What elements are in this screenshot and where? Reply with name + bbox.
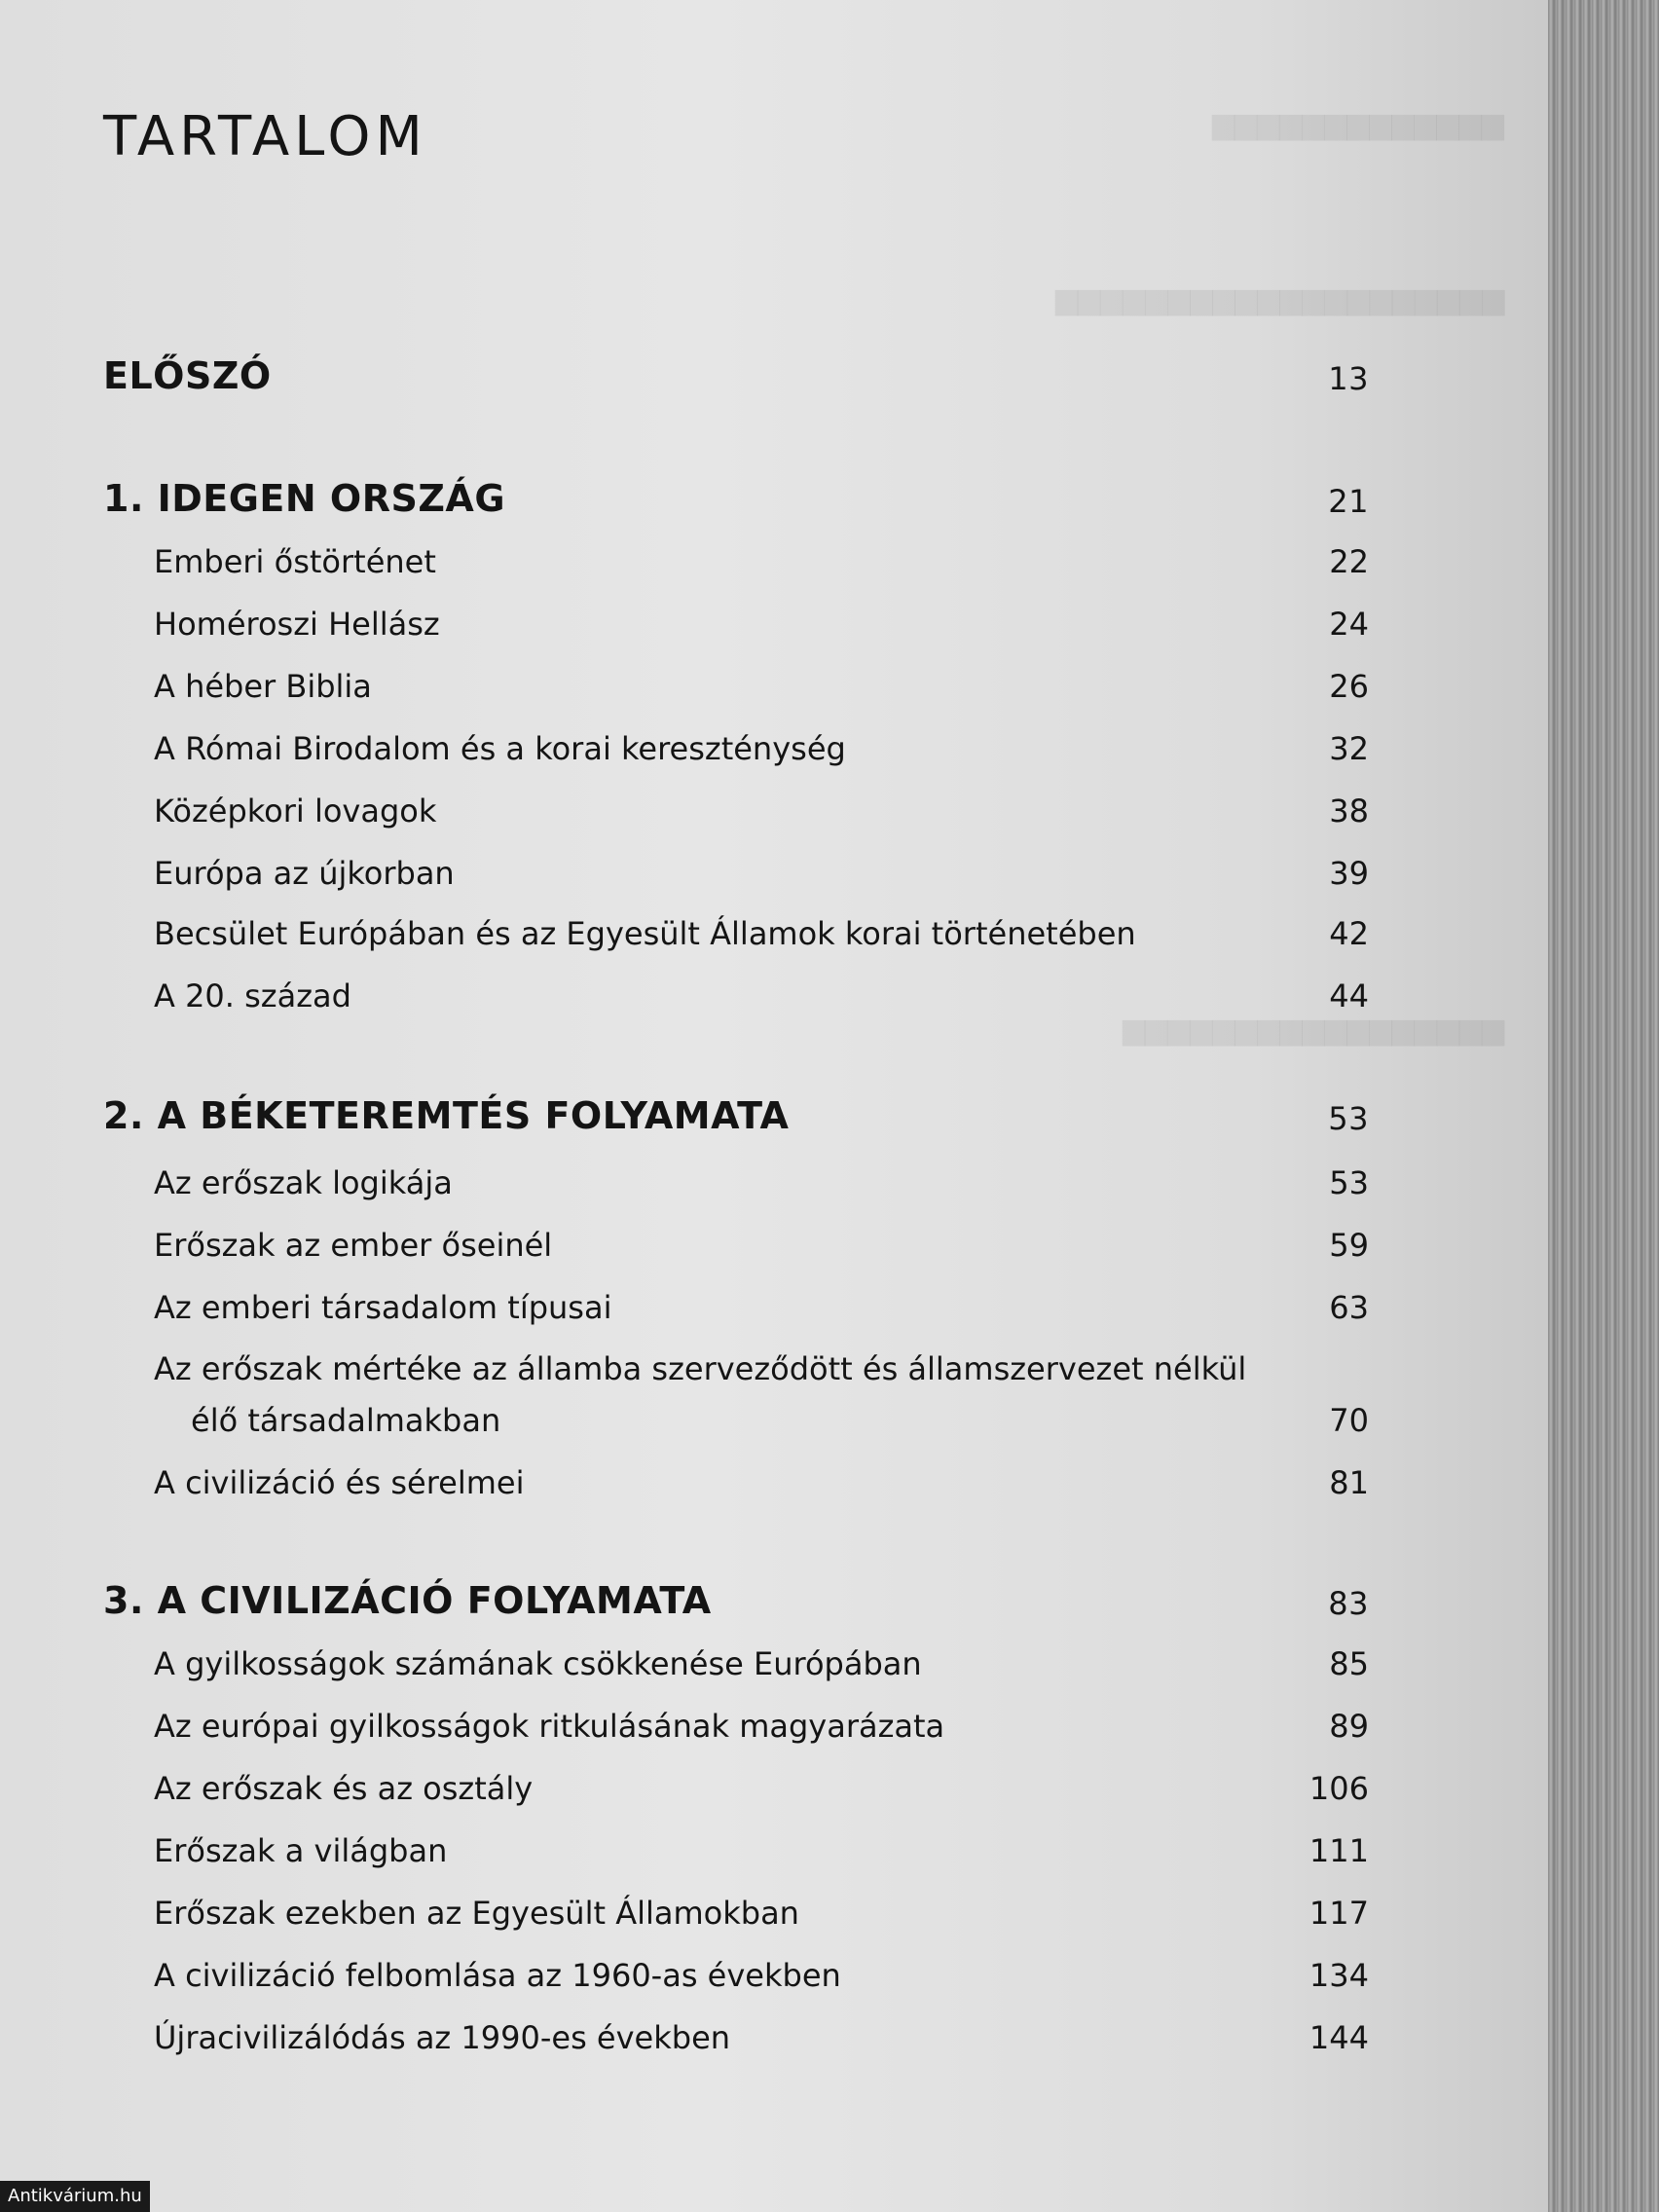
page-number: 13 — [1328, 360, 1369, 397]
entry-label: Becsület Európában és az Egyesült Államok korai történetében — [154, 915, 1136, 952]
entry-label: A civilizáció és sérelmei — [154, 1464, 525, 1501]
toc-entry — [154, 915, 1369, 952]
page-number: 42 — [1329, 915, 1369, 952]
toc-entry — [154, 1645, 1369, 1682]
section-label: 1. IDEGEN ORSZÁG — [103, 477, 506, 520]
toc-section — [103, 1094, 1369, 1137]
entry-label: Európa az újkorban — [154, 855, 455, 892]
toc-entry — [154, 606, 1369, 643]
entry-label: Az erőszak mértéke az államba szerveződött és államszervezet nélkül — [154, 1350, 1247, 1387]
entry-label: A gyilkosságok számának csökkenése Európában — [154, 1645, 922, 1682]
entry-label: Az erőszak logikája — [154, 1164, 453, 1201]
watermark: Antikvárium.hu — [0, 2181, 150, 2212]
entry-label: Homéroszi Hellász — [154, 606, 440, 643]
entry-label: Emberi őstörténet — [154, 543, 436, 580]
toc-entry — [154, 668, 1369, 705]
entry-label: Erőszak ezekben az Egyesült Államokban — [154, 1895, 799, 1932]
entry-label: A Római Birodalom és a korai kereszténység — [154, 730, 846, 767]
toc-entry — [154, 1957, 1369, 1994]
toc-entry — [154, 1770, 1369, 1807]
page-number: 144 — [1309, 2019, 1369, 2056]
bleed-through-decoration: ▆▆▆▆▆▆▆▆▆▆▆▆▆▆▆▆▆ — [1122, 1013, 1504, 1047]
section-label: 2. A BÉKETEREMTÉS FOLYAMATA — [103, 1094, 790, 1137]
toc-entry — [154, 1227, 1369, 1264]
page-edge-stack — [1548, 0, 1659, 2212]
toc-entry — [154, 793, 1369, 830]
toc-section — [103, 354, 1369, 397]
toc-section — [103, 1579, 1369, 1622]
page-number: 32 — [1329, 730, 1369, 767]
page-number: 44 — [1329, 977, 1369, 1014]
page-number: 106 — [1309, 1770, 1369, 1807]
toc-entry — [154, 977, 1369, 1014]
section-label: ELŐSZÓ — [103, 354, 272, 397]
entry-label: Az erőszak és az osztály — [154, 1770, 534, 1807]
toc-entry — [154, 543, 1369, 580]
page-number: 53 — [1328, 1100, 1369, 1137]
toc-entry — [154, 1832, 1369, 1869]
page-number: 89 — [1329, 1708, 1369, 1745]
entry-label: A 20. század — [154, 977, 351, 1014]
page-title: TARTALOM — [103, 105, 427, 168]
page-number: 22 — [1329, 543, 1369, 580]
page-number: 53 — [1329, 1164, 1369, 1201]
toc-entry — [154, 1289, 1369, 1326]
page-number: 38 — [1329, 793, 1369, 830]
entry-label: Újracivilizálódás az 1990-es években — [154, 2019, 731, 2056]
entry-label: Az európai gyilkosságok ritkulásának magyarázata — [154, 1708, 945, 1745]
bleed-through-decoration: ▆▆▆▆▆▆▆▆▆▆▆▆▆▆▆▆▆▆▆▆ — [1054, 282, 1504, 316]
section-label: 3. A CIVILIZÁCIÓ FOLYAMATA — [103, 1579, 712, 1622]
toc-section — [103, 477, 1369, 520]
page-number: 21 — [1328, 483, 1369, 520]
toc-entry — [154, 1164, 1369, 1201]
entry-label-continuation: élő társadalmakban — [191, 1402, 501, 1439]
entry-label: A civilizáció felbomlása az 1960-as években — [154, 1957, 841, 1994]
toc-entry — [154, 2019, 1369, 2056]
toc-entry — [154, 855, 1369, 892]
page-number: 117 — [1309, 1895, 1369, 1932]
toc-entry — [154, 1464, 1369, 1501]
entry-label: Erőszak a világban — [154, 1832, 448, 1869]
page-number: 63 — [1329, 1289, 1369, 1326]
page-number: 24 — [1329, 606, 1369, 643]
entry-label: A héber Biblia — [154, 668, 372, 705]
entry-label: Az emberi társadalom típusai — [154, 1289, 612, 1326]
bleed-through-decoration: ▆▆▆▆▆▆▆▆▆▆▆▆▆ — [1212, 107, 1504, 141]
page-number: 59 — [1329, 1227, 1369, 1264]
page-number: 26 — [1329, 668, 1369, 705]
page-number: 81 — [1329, 1464, 1369, 1501]
entry-label: Erőszak az ember őseinél — [154, 1227, 553, 1264]
page-number: 70 — [1329, 1402, 1369, 1439]
page-number: 134 — [1309, 1957, 1369, 1994]
page-number: 85 — [1329, 1645, 1369, 1682]
toc-entry — [154, 1708, 1369, 1745]
page-number: 111 — [1309, 1832, 1369, 1869]
page-number: 83 — [1328, 1585, 1369, 1622]
toc-entry — [154, 1344, 1369, 1447]
toc-entry — [154, 1895, 1369, 1932]
entry-label: Középkori lovagok — [154, 793, 437, 830]
page-number: 39 — [1329, 855, 1369, 892]
toc-entry — [154, 730, 1369, 767]
